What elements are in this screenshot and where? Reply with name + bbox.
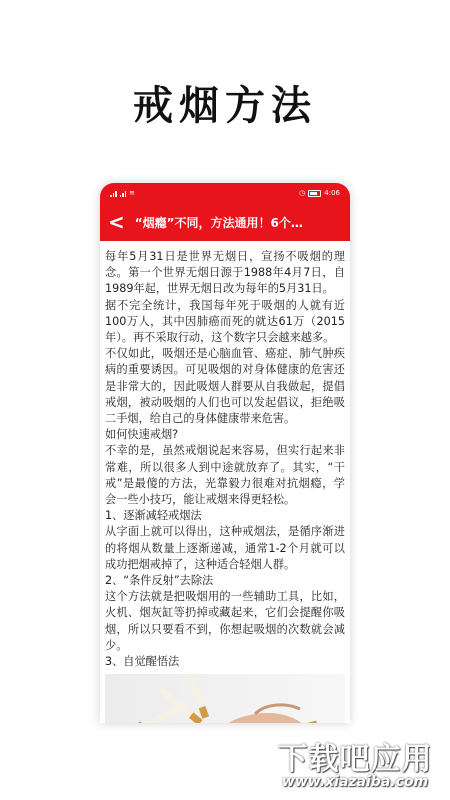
article-paragraph: 从字面上就可以得出，这种戒烟法，是循序渐进的将烟从数量上逐渐递减，通常1-2个月就可以成功把烟戒掉了，这种适合轻烟人群。 bbox=[105, 525, 345, 571]
article-image bbox=[105, 674, 345, 723]
article-paragraph: 不仅如此，吸烟还是心脑血管、癌症、肺气肿疾病的重要诱因。可见吸烟的对身体健康的危害还是非常大的，因此吸烟人群要从自我做起，提倡戒烟，被动吸烟的人们也可以发起倡议，拒绝吸二手烟，给自己的身体健康带来危害。 bbox=[105, 347, 345, 426]
article-title: “烟瘾”不同，方法通用！6个… bbox=[134, 215, 303, 230]
status-icons-right bbox=[299, 189, 340, 197]
signal-icon-2 bbox=[120, 190, 127, 197]
battery-icon bbox=[308, 190, 321, 197]
watermark-main: 下载吧应用 bbox=[277, 742, 433, 777]
article-paragraph: 据不完全统计，我国每年死于吸烟的人就有近100万人，其中因肺癌而死的就达61万（2015年）。再不采取行动，这个数字只会越来越多。 bbox=[105, 298, 345, 345]
page-headline: 戒烟方法 bbox=[133, 83, 317, 129]
title-bar bbox=[100, 203, 350, 241]
article-paragraph: 1、逐渐减轻戒烟法 bbox=[105, 509, 202, 523]
article-paragraph: 不幸的是，虽然戒烟说起来容易，但实行起来非常难，所以很多人到中途就放弃了。其实，“干戒”是最傻的方法，光靠毅力很难对抗烟瘾，学会一些小技巧，能让戒烟来得更轻松。 bbox=[105, 444, 345, 507]
watermark-url: www.xiazaiba.com bbox=[281, 774, 429, 790]
article-paragraph: 每年5月31日是世界无烟日，宣扬不吸烟的理念。第一个世界无烟日源于1988年4月7日，自1989年起，世界无烟日改为每年的5月31日。 bbox=[105, 250, 345, 296]
article-paragraph: 如何快速戒烟? bbox=[105, 428, 179, 442]
article-paragraph: 这个方法就是把吸烟用的一些辅助工具，比如，火机、烟灰缸等扔掉或藏起来，它们会提醒你吸烟，所以只要看不到，你想起吸烟的次数就会减少。 bbox=[105, 590, 345, 652]
article-content[interactable] bbox=[100, 241, 350, 723]
cigarettes-hand-illustration bbox=[105, 674, 345, 723]
phone-screen bbox=[100, 183, 350, 723]
watermark-logo bbox=[270, 734, 440, 794]
back-icon[interactable]: < bbox=[108, 210, 125, 234]
status-icons-left bbox=[110, 189, 135, 197]
signal-icon bbox=[110, 190, 117, 197]
hand-icon bbox=[200, 713, 311, 723]
cigarettes-icon bbox=[115, 674, 318, 723]
article-paragraph: 2、“条件反射”去除法 bbox=[105, 574, 214, 588]
wifi-icon: ≋ bbox=[129, 189, 135, 197]
status-time: 4:06 bbox=[324, 189, 340, 197]
status-bar bbox=[100, 183, 350, 203]
article-paragraph: 3、自觉醒悟法 bbox=[105, 655, 180, 669]
alarm-icon: ◷ bbox=[299, 189, 306, 197]
